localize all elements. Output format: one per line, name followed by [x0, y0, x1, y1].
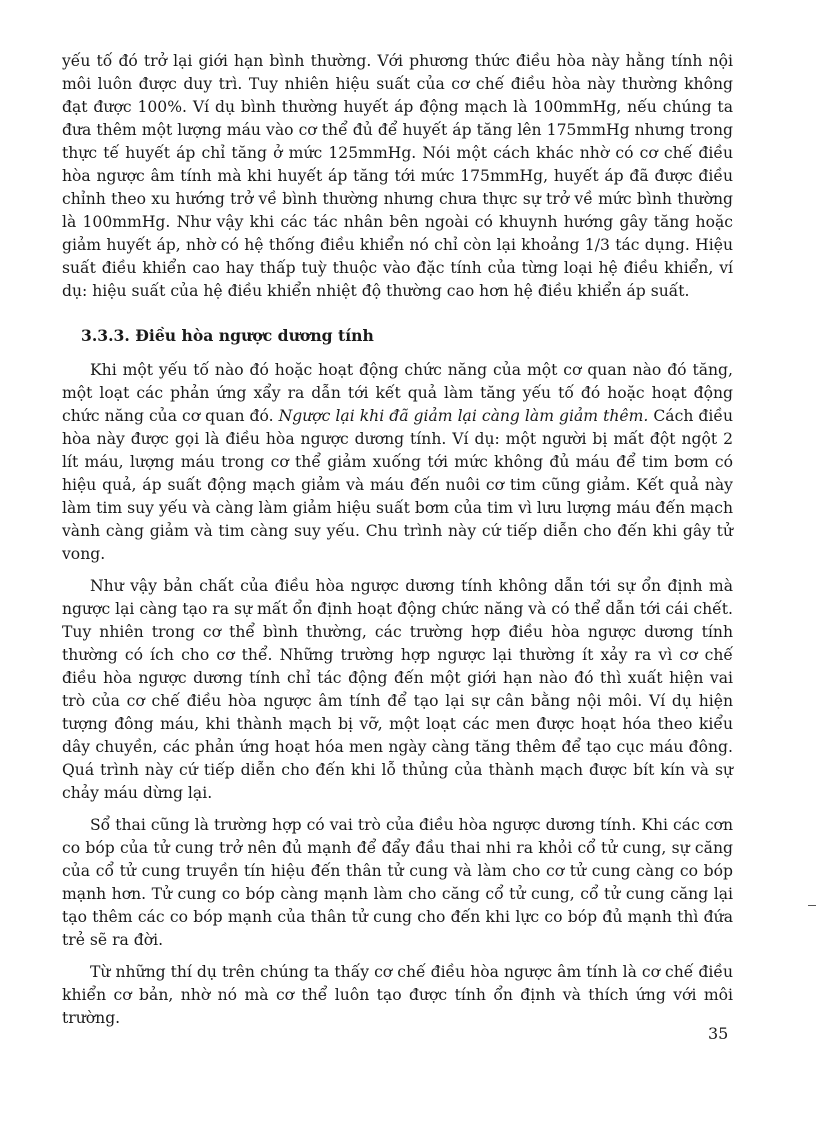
page-number: 35: [708, 1024, 729, 1043]
paragraph-2-part-a: Khi một yếu tố nào đó hoặc hoạt động chức năng của một cơ quan nào đó tăng, một loạt các phản ứng xẩy ra dẫn tới kết quả làm tăng yếu tố đó hoặc hoạt động chức năng của cơ quan đó.: [62, 361, 733, 425]
paragraph-5: Từ những thí dụ trên chúng ta thấy cơ chế điều hòa ngược âm tính là cơ chế điều khiển cơ bản, nhờ nó mà cơ thể luôn tạo được tính ổn định và thích ứng với môi trường.: [62, 963, 733, 1027]
page-content: [62, 50, 733, 1030]
paragraph-1: yếu tố đó trở lại giới hạn bình thường. Với phương thức điều hòa này hằng tính nội môi luôn được duy trì. Tuy nhiên hiệu suất của cơ chế điều hòa này thường không đạt được 100%. Ví dụ bình thường huyết áp động mạch là 100mmHg, nếu chúng ta đưa thêm một lượng máu vào cơ thể đủ để huyết áp tăng lên 175mmHg nhưng trong thực tế huyết áp chỉ tăng ở mức 125mmHg. Nói một cách khác nhờ có cơ chế điều hòa ngược âm tính mà khi huyết áp tăng tới mức 175mmHg, huyết áp đã được điều chỉnh theo xu hướng trở về bình thường nhưng chưa thực sự trở về mức bình thường là 100mmHg. Như vậy khi các tác nhân bên ngoài có khuynh hướng gây tăng hoặc giảm huyết áp, nhờ có hệ thống điều khiển nó chỉ còn lại khoảng 1/3 tác dụng. Hiệu suất điều khiển cao hay thấp tuỳ thuộc vào đặc tính của từng loại hệ điều khiển, ví dụ: hiệu suất của hệ điều khiển nhiệt độ thường cao hơn hệ điều khiển áp suất.: [62, 52, 733, 300]
paragraph-3: Như vậy bản chất của điều hòa ngược dương tính không dẫn tới sự ổn định mà ngược lại càng tạo ra sự mất ổn định hoạt động chức năng và có thể dẫn tới cái chết. Tuy nhiên trong cơ thể bình thường, các trường hợp điều hòa ngược dương tính thường có ích cho cơ thể. Những trường hợp ngược lại thường ít xảy ra vì cơ chế điều hòa ngược dương tính chỉ tác động đến một giới hạn nào đó thì xuất hiện vai trò của cơ chế điều hòa ngược âm tính để tạo lại sự cân bằng nội môi. Ví dụ hiện tượng đông máu, khi thành mạch bị vỡ, một loạt các men được hoạt hóa theo kiểu dây chuyền, các phản ứng hoạt hóa men ngày càng tăng thêm để tạo cục máu đông. Quá trình này cứ tiếp diễn cho đến khi lỗ thủng của thành mạch được bít kín và sự chảy máu dừng lại.: [62, 577, 733, 802]
paragraph-4: Sổ thai cũng là trường hợp có vai trò của điều hòa ngược dương tính. Khi các cơn co bóp của tử cung trở nên đủ mạnh để đẩy đầu thai nhi ra khỏi cổ tử cung, sự căng của cổ tử cung truyền tín hiệu đến thân tử cung và làm cho cơ tử cung càng co bóp mạnh hơn. Tử cung co bóp càng mạnh làm cho căng cổ tử cung, cổ tử cung căng lại tạo thêm các co bóp mạnh của thân tử cung cho đến khi lực co bóp đủ mạnh thì đứa trẻ sẽ ra đời.: [62, 816, 733, 949]
paragraph-2-italic: Ngược lại khi đã giảm lại càng làm giảm thêm.: [278, 407, 649, 425]
paragraph-2: [62, 359, 733, 566]
paragraph-2-part-b: Cách điều hòa này được gọi là điều hòa ngược dương tính. Ví dụ: một người bị mất đột ngột 2 lít máu, lượng máu trong cơ thể giảm xuống tới mức không đủ máu để tim bơm có hiệu quả, áp suất động mạch giảm và máu đến nuôi cơ tim cũng giảm. Kết quả này làm tim suy yếu và càng làm giảm hiệu suất bơm của tim vì lưu lượng máu đến mạch vành càng giảm và tim càng suy yếu. Chu trình này cứ tiếp diễn cho đến khi gây tử vong.: [62, 407, 733, 563]
edge-mark: [808, 905, 816, 906]
section-heading: 3.3.3. Điều hòa ngược dương tính: [81, 326, 374, 345]
